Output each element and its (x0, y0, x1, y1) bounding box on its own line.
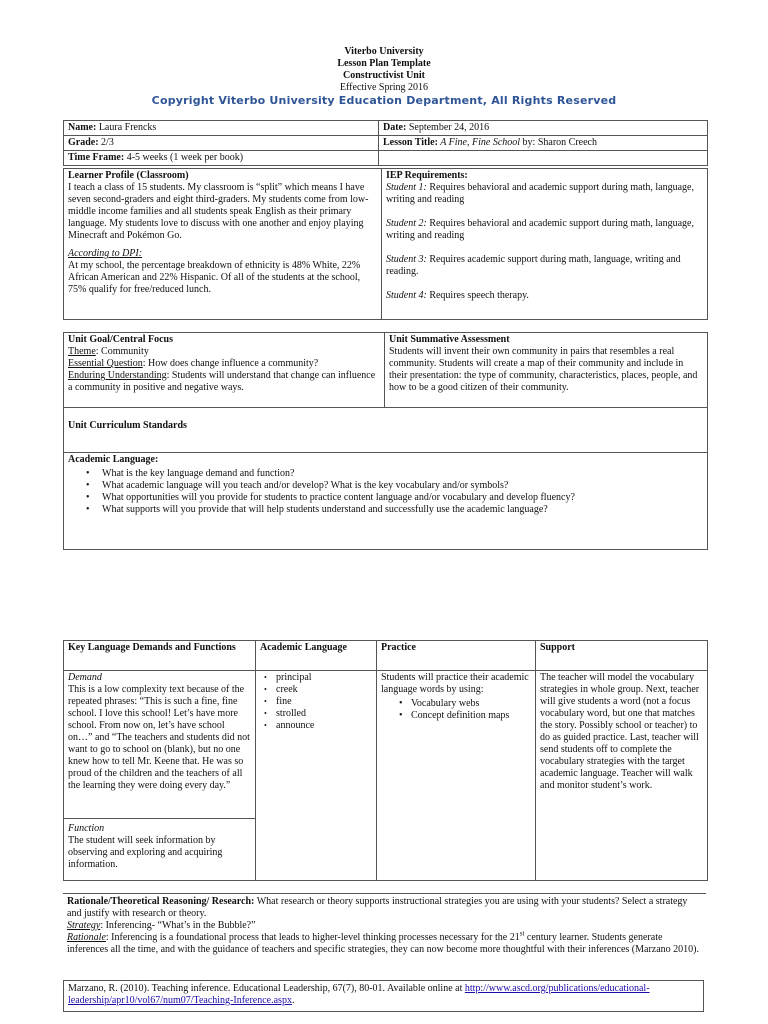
unit-summative (385, 333, 708, 408)
vocab-word: • creek (276, 684, 372, 696)
vocab-word: • fine (276, 696, 372, 708)
rationale-prompt: Rationale/Theoretical Reasoning/ Research: What research or theory supports instructional strategies you are using with your students? Select a strategy and justify with research or theory. (67, 896, 688, 919)
question-item: • What opportunities will you provide for students to practice content language and/or vocabulary and develop fluency? (102, 492, 703, 504)
iep-title: IEP Requirements: (386, 170, 468, 181)
learner-iep-table (63, 168, 708, 320)
dpi-label: According to DPI: (68, 248, 143, 259)
university-title: Viterbo University (344, 46, 424, 57)
unit-table (63, 332, 708, 550)
support-text: The teacher will model the vocabulary strategies in whole group. Next, teacher will give students a word (not a focus vocabulary word, but one that matches the story. Possibly school or teacher) to do as guided practice. Last, teacher will send students off to complete the vocabulary strategies with the target academic language. Teacher will walk and monitor student’s work. (540, 672, 700, 791)
function-label: Function (68, 823, 105, 834)
rationale-line: Rationale: Inferencing is a foundational process that leads to higher-level thinking processes necessary for the 21st century learner. Students generate inferences all the time, and with the guidance of teachers and specific strategies, they can now become more thoughtful with their inferences (Marzano 2010). (67, 929, 699, 955)
function-text: The student will seek information by observing and exploring and acquiring information. (68, 835, 223, 870)
practice-list (381, 698, 531, 722)
question-item: • What supports will you provide that will help students understand and successfully use the academic language? (102, 504, 703, 516)
practice-item: • Vocabulary webs (411, 698, 531, 710)
unit-type: Constructivist Unit (343, 70, 425, 81)
strategy-line: Strategy: Inferencing- “What’s in the Bubble?” (67, 920, 256, 931)
iep-student-2: Student 2: Requires behavioral and academic support during math, language, writing and reading (386, 218, 694, 241)
academic-language-title: Academic Language: (68, 454, 159, 465)
vocab-list (260, 672, 372, 732)
question-item: • What academic language will you teach and/or develop? What is the key vocabulary and/or symbols? (102, 480, 703, 492)
academic-language (64, 453, 708, 550)
learner-profile (64, 169, 382, 320)
enduring-understanding: Enduring Understanding: Students will understand that change can influence a community in positive and negative ways. (68, 370, 376, 393)
summative-title: Unit Summative Assessment (389, 334, 510, 345)
header-practice: Practice (377, 641, 536, 671)
demand-text: This is a low complexity text because of the repeated phrases: “This is such a fine, fine school. I love this school! Let’s have more school. From now on, let’s have school on…” and “The teachers and students did not want to go to school on (blank), but no one knew how to tell Mr. Keene that. He was so proud of the children and the teachers of all the learning they were doing every day.” (68, 684, 250, 791)
iep-student-3: Student 3: Requires academic support during math, language, writing and reading. (386, 254, 681, 277)
iep-requirements (382, 169, 708, 320)
practice-text: Students will practice their academic language words by using: (381, 672, 529, 695)
essential-question: Essential Question: How does change influence a community? (68, 358, 319, 369)
header-academic-language: Academic Language (256, 641, 377, 671)
rationale-section (63, 893, 706, 956)
academic-language-questions (68, 468, 703, 516)
timeframe-cell: Time Frame: 4-5 weeks (1 week per book) (64, 151, 379, 166)
header-key-language: Key Language Demands and Functions (64, 641, 256, 671)
learner-profile-title: Learner Profile (Classroom) (68, 170, 189, 181)
copyright-notice: Copyright Viterbo University Education Department, All Rights Reserved (151, 94, 617, 107)
standards-title: Unit Curriculum Standards (68, 420, 187, 431)
header-support: Support (536, 641, 708, 671)
theme-line: Theme: Community (68, 346, 149, 357)
unit-goal-title: Unit Goal/Central Focus (68, 334, 173, 345)
date-cell: Date: September 24, 2016 (379, 121, 708, 136)
iep-student-1: Student 1: Requires behavioral and academic support during math, language, writing and reading (386, 182, 694, 205)
grade-cell: Grade: 2/3 (64, 136, 379, 151)
demand-function-cell (64, 671, 256, 881)
language-table (63, 640, 708, 881)
vocab-word: • principal (276, 672, 372, 684)
empty-cell (379, 151, 708, 166)
citation-box: Marzano, R. (2010). Teaching inference. Educational Leadership, 67(7), 80-01. Available online at http://www.ascd.org/publications/educational-leadership/apr10/vol67/num07/Teaching-Inference.aspx. (63, 980, 704, 1012)
dpi-text: At my school, the percentage breakdown of ethnicity is 48% White, 22% African American and 22% Hispanic. Of all of the students at the school, 75% qualify for free/reduced lunch. (68, 260, 361, 295)
iep-student-4: Student 4: Requires speech therapy. (386, 290, 529, 301)
info-table (63, 120, 708, 166)
demand-block (64, 671, 255, 819)
practice-cell (377, 671, 536, 881)
citation-link[interactable]: http://www.ascd.org/publications/educational-leadership/apr10/vol67/num07/Teaching-Inference.aspx (68, 983, 650, 1006)
unit-goal (64, 333, 385, 408)
vocab-word: • strolled (276, 708, 372, 720)
vocab-word: • announce (276, 720, 372, 732)
demand-label: Demand (68, 672, 102, 683)
function-block (64, 819, 255, 872)
question-item: • What is the key language demand and function? (102, 468, 703, 480)
learner-profile-text: I teach a class of 15 students. My classroom is “split” which means I have seven second-graders and eight third-graders. My students come from low-middle income families and all students speak English as their primary language. My students love to discuss with one another and enjoy playing Minecraft and Pokémon Go. (68, 182, 369, 241)
lesson-title-cell: Lesson Title: A Fine, Fine School by: Sharon Creech (379, 136, 708, 151)
effective-date: Effective Spring 2016 (339, 82, 429, 93)
summative-text: Students will invent their own community in pairs that resembles a real community. Students will create a map of their community and include in their presentation: the type of community, characteristics, places, people, and how to be a good citizen of their community. (389, 346, 698, 393)
template-title: Lesson Plan Template (337, 58, 431, 69)
citation-text: Marzano, R. (2010). Teaching inference. Educational Leadership, 67(7), 80-01. Available online at (68, 983, 465, 994)
vocab-cell (256, 671, 377, 881)
support-cell (536, 671, 708, 881)
practice-item: • Concept definition maps (411, 710, 531, 722)
name-cell: Name: Laura Frencks (64, 121, 379, 136)
curriculum-standards (64, 408, 708, 453)
